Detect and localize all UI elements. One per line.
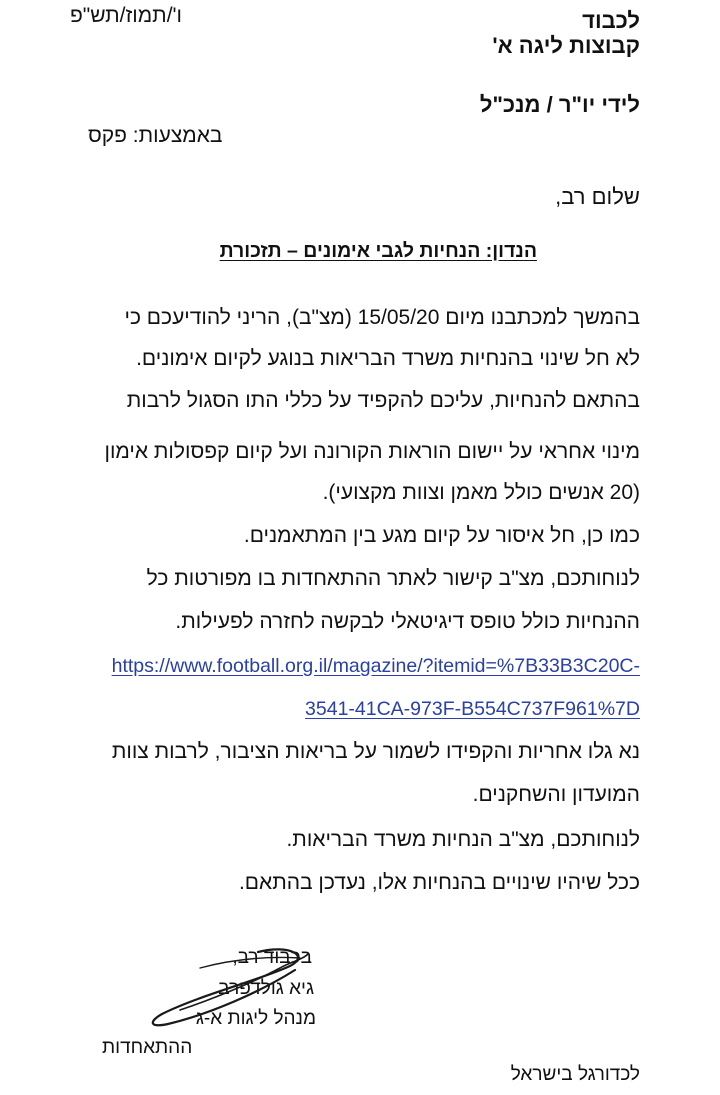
- body-line: מינוי אחראי על יישום הוראות הקורונה ועל קיום קפסולות אימון: [104, 440, 640, 463]
- football-association-link-part2[interactable]: 3541-41CA-973F-B554C737F961%7D: [305, 698, 640, 720]
- body-line: לנוחותכם, מצ"ב הנחיות משרד הבריאות.: [286, 828, 640, 851]
- handwritten-signature: [140, 940, 310, 1030]
- greeting: שלום רב,: [555, 184, 640, 209]
- to-label: לכבוד: [582, 8, 640, 33]
- body-line: כמו כן, חל איסור על קיום מגע בין המתאמנים.: [243, 524, 640, 547]
- signer-name: גיא גולדפרב: [218, 978, 314, 999]
- signature-closing: בכבוד רב,: [232, 947, 312, 968]
- body-line: נא גלו אחריות והקפידו לשמור על בריאות הציבור, לרבות צוות: [111, 740, 640, 763]
- attention-line: לידי יו"ר / מנכ"ל: [479, 92, 640, 117]
- body-line: ההנחיות כולל טופס דיגיטאלי לבקשה לחזרה לפעילות.: [175, 610, 640, 633]
- signer-title: מנהל ליגות א-ג: [195, 1008, 316, 1029]
- organization-name-part1: ההתאחדות: [102, 1037, 193, 1058]
- body-line: לא חל שינוי בהנחיות משרד הבריאות בנוגע לקיום אימונים.: [136, 347, 640, 370]
- body-line: בהמשך למכתבנו מיום 15/05/20 (מצ"ב), הריני להודיעכם כי: [124, 306, 640, 329]
- body-line: ככל שיהיו שינויים בהנחיות אלו, נעדכן בהתאם.: [238, 871, 640, 894]
- body-line: המועדון והשחקנים.: [472, 783, 640, 806]
- recipient: קבוצות ליגה א': [492, 33, 640, 58]
- body-line: לנוחותכם, מצ"ב קישור לאתר ההתאחדות בו מפורטות כל: [146, 567, 640, 590]
- football-association-link-part1[interactable]: https://www.football.org.il/magazine/?itemid=%7B33B3C20C-: [111, 655, 640, 677]
- hebrew-date: ו'/תמוז/תש"פ: [70, 4, 182, 27]
- subject-line: הנדון: הנחיות לגבי אימונים – תזכורת: [219, 240, 537, 262]
- body-line: בהתאם להנחיות, עליכם להקפיד על כללי התו הסגול לרבות: [126, 389, 640, 412]
- body-line: (20 אנשים כולל מאמן וצוות מקצועי).: [322, 481, 640, 504]
- delivery-method: באמצעות: פקס: [88, 124, 223, 147]
- organization-name-part2: לכדורגל בישראל: [510, 1064, 640, 1085]
